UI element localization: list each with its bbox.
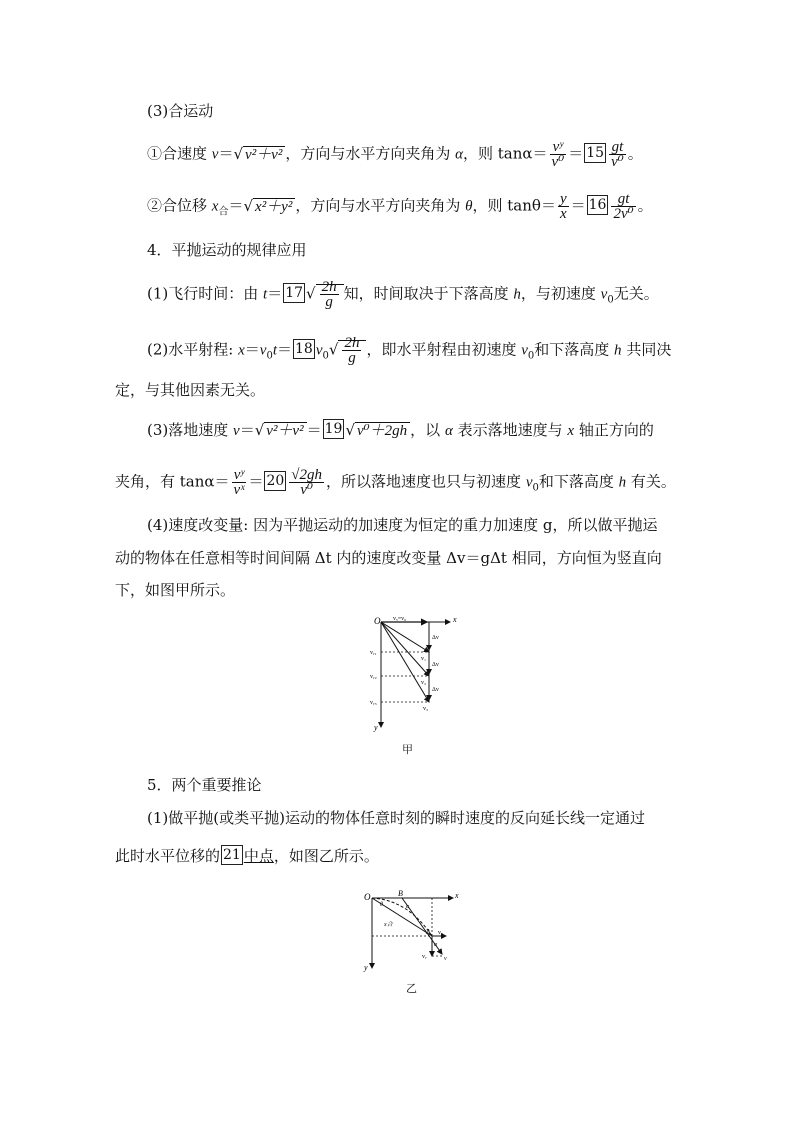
answer-box-15: 15 xyxy=(586,144,605,161)
line-inference-1: (1)做平抛(或类平抛)运动的物体任意时刻的瞬时速度的反向延长线一定通过 xyxy=(147,809,645,827)
answer-box-21: 21 xyxy=(223,847,241,863)
fig2-v0: v₀ xyxy=(438,930,444,936)
answer-box-16: 16 xyxy=(588,196,607,213)
fig1-caption: 甲 xyxy=(402,743,413,756)
fig2-x-label: x xyxy=(455,891,459,900)
fig1-origin: O xyxy=(374,616,381,626)
fig1-vy1: vᵧ₁ xyxy=(370,650,377,656)
line-velocity-change-2: 动的物体在任意相等时间间隔 Δt 内的速度改变量 Δv＝gΔt 相同，方向恒为竖直向 xyxy=(115,549,662,567)
fig2-v: v xyxy=(444,956,447,962)
fig1-x-label: x xyxy=(453,615,457,624)
line-horizontal-range: (2)水平射程: $x=v_0t= 18$ $v_0√$ $\frac{2h}{g}$ ，即水平射程由初速度 $v_0$和下落高度 h 共同决 xyxy=(147,335,672,366)
answer-box-17: 17 xyxy=(285,284,304,301)
fig1-vx-label: vₓ=v₀ xyxy=(393,616,407,622)
line-velocity-change-3: 下，如图甲所示。 xyxy=(115,581,236,599)
fig1-dv3: Δv xyxy=(432,687,439,693)
line-landing-angle: 夹角，有 tanα＝ $\frac{\text{vʸ}}{\text{vˣ}}$ ＝ 20 $\frac{√2gh}{\text{v⁰}}$ ，所以落地速度也只与初速度 $v_0$和下落高度 h 有关。 xyxy=(115,467,676,498)
line-horizontal-range-cont: 定，与其他因素无关。 xyxy=(115,381,266,399)
line-flight-time: (1)飞行时间：由 t＝ 17 √ $\frac{2h}{g}$ 知，时间取决于下落高度 h，与初速度 $v_0$无关。 xyxy=(147,279,659,310)
heading-two-inferences: 5．两个重要推论 xyxy=(147,776,262,794)
fig1-v1: v₁ xyxy=(421,656,427,662)
fig2-alpha-b: α xyxy=(406,904,410,910)
fig2-point-a: A xyxy=(426,928,431,936)
line-combined-velocity: ①合速度 v＝√ v²＋v² ，方向与水平方向夹角为 α，则 tanα＝ $\frac{\text{vʸ}}{\text{v⁰}}$ ＝ 15 $\frac{gt}{\text{v⁰}}$ 。 xyxy=(147,139,643,170)
fig2-alpha-a: α xyxy=(434,942,438,948)
fig2-origin: O xyxy=(364,892,371,902)
line-combined-displacement: ②合位移 $x_合=√$ x²＋y² ，方向与水平方向夹角为 θ，则 tanθ＝ $\frac{y}{x}$ ＝ 16 $\frac{gt}{\text{2v⁰}}$ 。 xyxy=(147,191,653,222)
line-landing-velocity: (3)落地速度 v＝√ v²＋v² ＝ 19 √ v⁰＋2gh ，以 α 表示落地速度与 x 轴正方向的 xyxy=(147,421,654,439)
fig2-y-label: y xyxy=(364,963,368,972)
answer-box-18: 18 xyxy=(295,340,313,357)
fig1-vy2: vᵧ₂ xyxy=(370,674,377,680)
line-velocity-change-1: (4)速度改变量: 因为平抛运动的加速度为恒定的重力加速度 g，所以做平抛运 xyxy=(147,516,658,534)
fig1-v2: v₂ xyxy=(421,680,427,686)
fig1-dv1: Δv xyxy=(432,635,439,641)
answer-box-19: 19 xyxy=(324,421,343,437)
fig1-v3: v₃ xyxy=(423,706,429,712)
fig1-dv2: Δv xyxy=(432,662,439,668)
fig2-theta: θ xyxy=(380,902,383,908)
fig1-y-label: y xyxy=(374,723,378,732)
fig2-vy: vᵧ xyxy=(422,954,427,960)
figure-jia xyxy=(365,612,465,737)
heading-rules-application: 4．平抛运动的规律应用 xyxy=(147,241,307,259)
figure-yi xyxy=(358,886,468,976)
heading-combined-motion: (3)合运动 xyxy=(147,102,214,120)
answer-box-20: 20 xyxy=(266,472,285,489)
fig2-caption: 乙 xyxy=(406,982,417,995)
fig2-x-he: x合 xyxy=(384,922,393,928)
fig1-vy3: vᵧ₃ xyxy=(370,700,377,706)
fig2-point-b: B xyxy=(398,889,403,898)
line-inference-1-cont: 此时水平位移的 21 中点，如图乙所示。 xyxy=(115,847,379,865)
